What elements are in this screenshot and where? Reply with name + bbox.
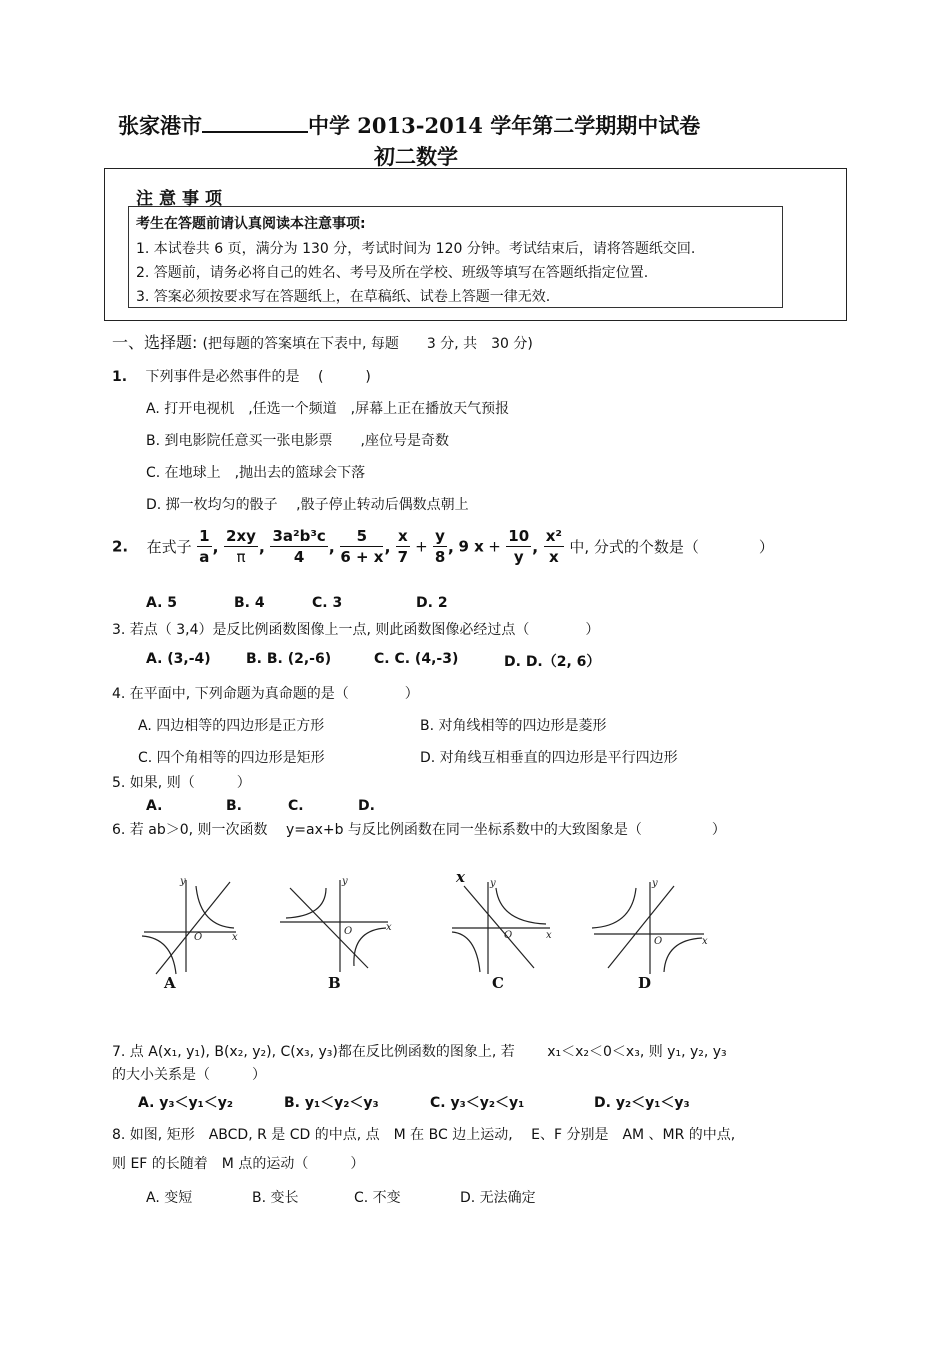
graph-d-hyperbola-q2 — [592, 888, 636, 928]
school-blank — [202, 113, 308, 133]
q1-option-b: B. 到电影院任意买一张电影票 ,座位号是奇数 — [146, 433, 449, 449]
graph-c — [452, 882, 550, 974]
q5-option-c: C. — [288, 798, 304, 814]
graph-a-x-label: x — [232, 932, 238, 943]
graph-a-line — [156, 882, 230, 974]
title-suffix: 中学 2013-2014 学年第二学期期中试卷 — [308, 113, 701, 138]
graph-b-origin: O — [344, 926, 353, 937]
exam-title — [118, 110, 700, 140]
graph-c-x-label: x — [546, 930, 552, 941]
graph-b-hyperbola-q2 — [286, 888, 326, 918]
q5-option-b: B. — [226, 798, 242, 814]
graph-d-hyperbola-q4 — [664, 938, 702, 972]
q2-stem: 2. 在式子 $\frac{1}{a}$ , $\frac{2xy}{\pi}$ , $\frac{\text{3a²b³c}}{4}$ , $\frac{5}{6 + x}$ , $\frac{x}{7}$ + $\frac{y}{8}$ , 9 x + $\frac{10}{y}$ , $\frac{\text{x²}}{x}$ 中, 分式的个数是（ ） — [112, 527, 774, 566]
q1-option-d: D. 掷一枚均匀的骰子 ,骰子停止转动后偶数点朝上 — [146, 497, 469, 513]
graph-c-hyperbola-q3 — [452, 932, 480, 972]
q5-stem: 5. 如果, 则（ ） — [112, 775, 251, 791]
q6-stem: 6. 若 ab＞0, 则一次函数 y=ax+b 与反比例函数在同一坐标系数中的大致图象是（ ） — [112, 822, 726, 838]
graph-b-line — [290, 888, 368, 968]
q6-graphs-figure — [130, 868, 720, 998]
q2-option-c: C. 3 — [312, 595, 343, 611]
q8-option-b: B. 变长 — [252, 1190, 299, 1206]
section-label: 一、选择题: — [112, 333, 198, 352]
q2-fraction-9: $\frac{\text{x²}}{x}$ — [545, 527, 562, 566]
q7-option-d: D. y₂＜y₁＜y₃ — [594, 1095, 690, 1111]
q7-option-c: C. y₃＜y₂＜y₁ — [430, 1095, 525, 1111]
q1-option-a: A. 打开电视机 ,任选一个频道 ,屏幕上正在播放天气预报 — [146, 401, 510, 417]
q2-plus-2: + — [488, 537, 501, 556]
q1-option-c: C. 在地球上 ,抛出去的篮球会下落 — [146, 465, 366, 481]
q2-tail: 中, 分式的个数是（ ） — [569, 538, 774, 556]
q2-fraction-2: $\frac{2xy}{\pi}$ — [226, 527, 256, 566]
graph-d-origin: O — [654, 936, 663, 947]
q3-option-c: C. C. (4,-3) — [374, 651, 459, 667]
graph-c-hyperbola-q1 — [496, 888, 546, 924]
q8-stem-line2: 则 EF 的长随着 M 点的运动（ ） — [112, 1156, 365, 1172]
q3-option-a: A. (3,-4) — [146, 651, 211, 667]
q4-option-b: B. 对角线相等的四边形是菱形 — [420, 718, 607, 734]
q7-option-b: B. y₁＜y₂＜y₃ — [284, 1095, 379, 1111]
q5-option-a: A. — [146, 798, 163, 814]
graph-d — [592, 882, 704, 974]
q7-option-a: A. y₃＜y₁＜y₂ — [138, 1095, 234, 1111]
q2-fraction-4: $\frac{5}{6 + x}$ — [340, 527, 384, 566]
q2-number: 2. — [112, 537, 129, 556]
graph-b-label: B — [328, 974, 341, 992]
graph-d-label: D — [638, 974, 652, 992]
q4-option-d: D. 对角线互相垂直的四边形是平行四边形 — [420, 750, 678, 766]
q7-stem-line1: 7. 点 A(x₁, y₁), B(x₂, y₂), C(x₃, y₃)都在反比例函数的图象上, 若 x₁＜x₂＜0＜x₃, 则 y₁, y₂, y₃ — [112, 1044, 727, 1060]
graph-b-hyperbola-q4 — [354, 928, 386, 966]
q2-fraction-6: $\frac{y}{8}$ — [434, 527, 446, 566]
q8-option-c: C. 不变 — [354, 1190, 401, 1206]
graph-a-y-label: y — [180, 876, 186, 887]
graph-c-label: C — [492, 974, 504, 992]
q3-option-d: D. D.（2, 6） — [504, 654, 601, 670]
q8-option-d: D. 无法确定 — [460, 1190, 536, 1206]
q2-fraction-3: $\frac{\text{3a²b³c}}{4}$ — [272, 527, 326, 566]
q1-stem — [112, 366, 371, 386]
graph-d-x-label: x — [702, 936, 708, 947]
q8-stem-line1: 8. 如图, 矩形 ABCD, R 是 CD 的中点, 点 M 在 BC 边上运动, E、F 分别是 AM 、MR 的中点, — [112, 1127, 736, 1143]
graph-c-origin: O — [504, 930, 513, 941]
notice-item-1: 1. 本试卷共 6 页，满分为 130 分，考试时间为 120 分钟。考试结束后，请将答题纸交回. — [136, 241, 696, 257]
q1-text: 下列事件是必然事件的是 ( ) — [145, 369, 371, 385]
graph-b — [280, 880, 388, 972]
q2-plus-1: + — [415, 537, 428, 556]
q2-option-b: B. 4 — [234, 595, 265, 611]
q2-option-a: A. 5 — [146, 595, 178, 611]
q4-option-c: C. 四个角相等的四边形是矩形 — [138, 750, 325, 766]
q3-stem: 3. 若点（ 3,4）是反比例函数图像上一点, 则此函数图像必经过点（ ） — [112, 622, 600, 638]
q4-stem: 4. 在平面中, 下列命题为真命题的是（ ） — [112, 686, 419, 702]
graph-a — [142, 880, 236, 974]
q2-option-d: D. 2 — [416, 595, 448, 611]
graph-a-hyperbola-q3 — [142, 936, 176, 974]
graph-d-y-label: y — [652, 878, 658, 889]
section-instruction: (把每题的答案填在下表中, 每题 3 分, 共 30 分) — [202, 336, 533, 352]
notice-heading: 注意事项 — [136, 189, 228, 209]
q1-number: 1. — [112, 369, 128, 385]
q7-stem-line2: 的大小关系是（ ） — [112, 1067, 266, 1083]
notice-item-2: 2. 答题前，请务必将自己的姓名、考号及所在学校、班级等填写在答题纸指定位置. — [136, 265, 649, 281]
graph-d-line — [608, 886, 674, 968]
graph-c-y-label: y — [490, 878, 496, 889]
exam-subtitle: 初二数学 — [374, 144, 458, 169]
graph-a-hyperbola-q1 — [196, 886, 234, 928]
graph-b-y-label: y — [342, 876, 348, 887]
q2-lead: 在式子 — [146, 538, 192, 556]
notice-intro: 考生在答题前请认真阅读本注意事项: — [136, 216, 366, 232]
q5-option-d: D. — [358, 798, 375, 814]
q2-fraction-8: $\frac{10}{y}$ — [508, 527, 530, 566]
title-prefix: 张家港市 — [118, 113, 202, 138]
q2-fraction-5: $\frac{x}{7}$ — [397, 527, 409, 566]
graph-a-label: A — [164, 974, 176, 992]
q8-option-a: A. 变短 — [146, 1190, 193, 1206]
q4-option-a: A. 四边相等的四边形是正方形 — [138, 718, 325, 734]
q3-option-b: B. B. (2,-6) — [246, 651, 332, 667]
section-heading — [112, 330, 533, 353]
graph-a-origin: O — [194, 932, 203, 943]
graph-b-x-label: x — [386, 922, 392, 933]
q2-term-7: 9 x — [458, 537, 484, 556]
q6-x-mark: x — [456, 868, 465, 886]
notice-item-3: 3. 答案必须按要求写在答题纸上，在草稿纸、试卷上答题一律无效. — [136, 289, 551, 305]
q2-fraction-1: $\frac{1}{a}$ — [199, 527, 210, 566]
